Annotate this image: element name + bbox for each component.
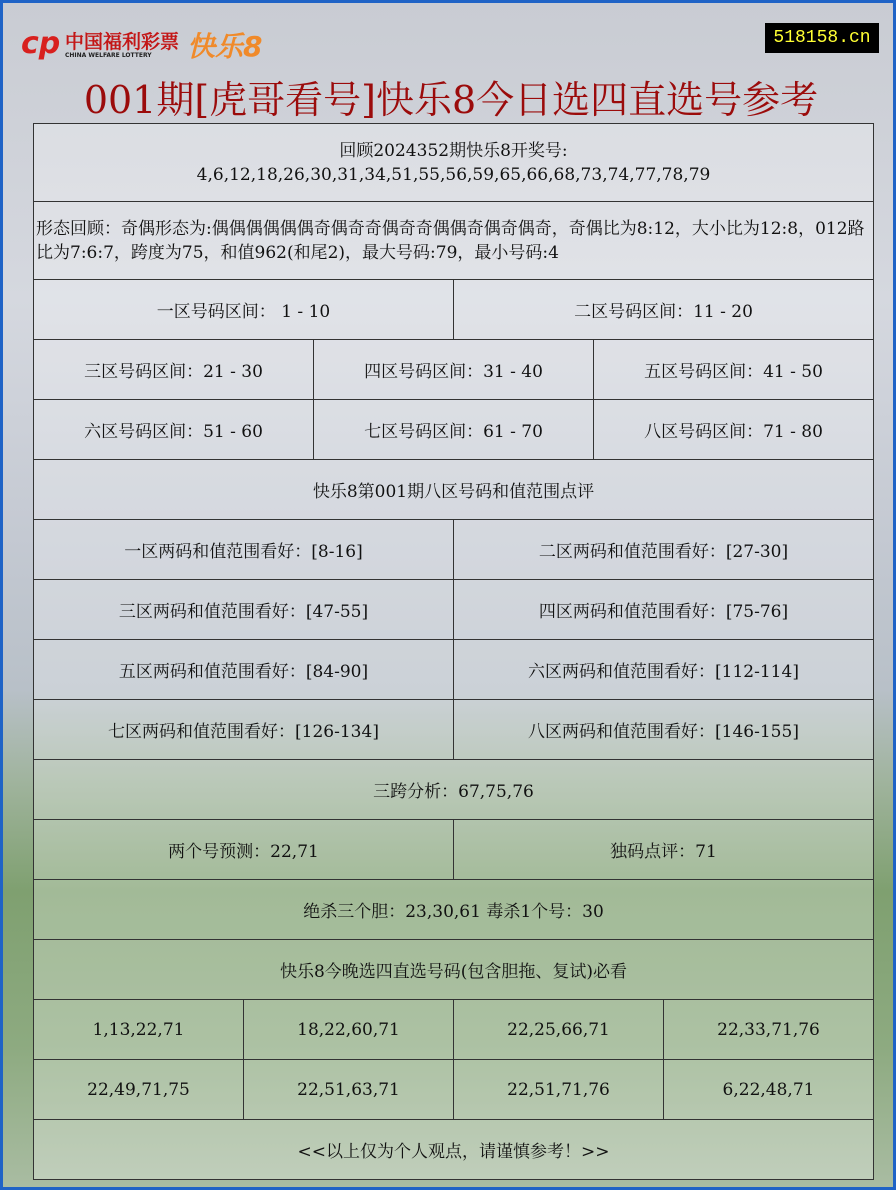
site-badge: 518158.cn (765, 23, 879, 53)
zone-cell: 一区号码区间： 1 - 10 (34, 280, 454, 340)
forecast-table (33, 123, 874, 1180)
sum-heading: 快乐8第001期八区号码和值范围点评 (34, 460, 874, 520)
pick-cell: 22,49,71,75 (34, 1060, 244, 1120)
sum-cell: 七区两码和值范围看好：[126-134] (34, 700, 454, 760)
zone-cell: 六区号码区间：51 - 60 (34, 400, 314, 460)
zone-cell: 四区号码区间：31 - 40 (314, 340, 594, 400)
pick-cell: 1,13,22,71 (34, 1000, 244, 1060)
sum-cell: 五区两码和值范围看好：[84-90] (34, 640, 454, 700)
logo-en-text: CHINA WELFARE LOTTERY (65, 51, 152, 59)
sum-cell: 八区两码和值范围看好：[146-155] (454, 700, 874, 760)
picks-heading: 快乐8今晚选四直选号码(包含胆拖、复试)必看 (34, 940, 874, 1000)
zone-cell: 八区号码区间：71 - 80 (594, 400, 874, 460)
two-number-forecast: 两个号预测：22,71 (34, 820, 454, 880)
review-heading: 回顾2024352期快乐8开奖号: (339, 140, 568, 161)
review-cell (34, 124, 874, 202)
zone-cell: 七区号码区间：61 - 70 (314, 400, 594, 460)
sum-cell: 一区两码和值范围看好：[8-16] (34, 520, 454, 580)
zone-cell: 二区号码区间：11 - 20 (454, 280, 874, 340)
logo-text: 中国福利彩票 (65, 30, 180, 53)
sum-cell: 四区两码和值范围看好：[75-76] (454, 580, 874, 640)
pick-cell: 6,22,48,71 (664, 1060, 874, 1120)
review-numbers: 4,6,12,18,26,30,31,34,51,55,56,59,65,66,68,73,74,77,78,79 (196, 164, 711, 185)
pick-cell: 22,51,71,76 (454, 1060, 664, 1120)
sum-cell: 二区两码和值范围看好：[27-30] (454, 520, 874, 580)
zone-cell: 五区号码区间：41 - 50 (594, 340, 874, 400)
sum-cell: 六区两码和值范围看好：[112-114] (454, 640, 874, 700)
welfare-lottery-logo (21, 25, 263, 65)
pick-cell: 18,22,60,71 (244, 1000, 454, 1060)
disclaimer: <<以上仅为个人观点，请谨慎参考！>> (34, 1120, 874, 1180)
pick-cell: 22,51,63,71 (244, 1060, 454, 1120)
kill-numbers: 绝杀三个胆：23,30,61 毒杀1个号：30 (34, 880, 874, 940)
pick-cell: 22,25,66,71 (454, 1000, 664, 1060)
single-number-review: 独码点评：71 (454, 820, 874, 880)
span-analysis: 三跨分析：67,75,76 (34, 760, 874, 820)
pattern-review: 形态回顾：奇偶形态为:偶偶偶偶偶偶奇偶奇奇偶奇奇偶偶奇偶奇偶奇，奇偶比为8:12，大小比为12:8，012路比为7:6:7，跨度为75，和值962(和尾2)，最大号码:79，最小号码:4 (34, 202, 874, 280)
lottery-logo-icon: cp (21, 26, 61, 61)
zone-cell: 三区号码区间：21 - 30 (34, 340, 314, 400)
pick-cell: 22,33,71,76 (664, 1000, 874, 1060)
game-logo: 快乐8 (187, 30, 263, 63)
page-title: 001期[虎哥看号]快乐8今日选四直选号参考 (83, 78, 819, 122)
sum-cell: 三区两码和值范围看好：[47-55] (34, 580, 454, 640)
